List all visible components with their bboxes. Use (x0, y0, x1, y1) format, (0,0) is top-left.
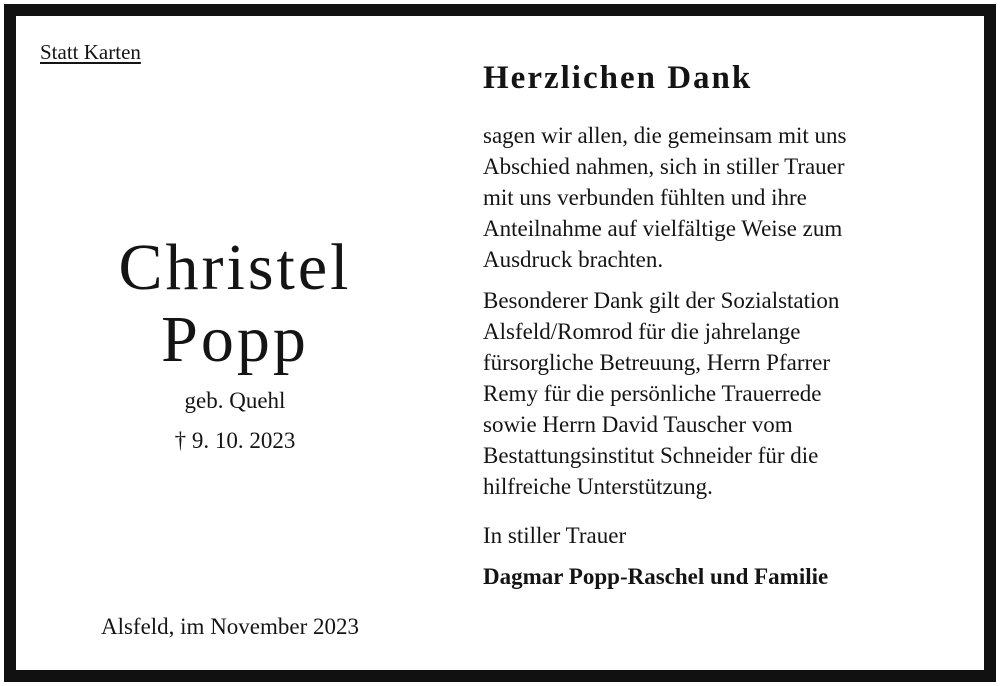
thanks-paragraph-1: sagen wir allen, die gemeinsam mit uns Abschied nahmen, sich in stiller Trauer mit uns verbunden fühlten und ihre Anteilnahme auf vielfältige Weise zum Ausdruck brachten. (483, 123, 847, 272)
signature: Dagmar Popp-Raschel und Familie (483, 564, 829, 589)
maiden-name: geb. Quehl (184, 388, 286, 413)
statt-karten-label: Statt Karten (40, 40, 141, 64)
thanks-paragraph-2: Besonderer Dank gilt der Sozialstation Alsfeld/Romrod für die jahrelange fürsorgliche Betreuung, Herrn Pfarrer Remy für die persönliche Trauerrede sowie Herrn David Tauscher vom Bestattungsinstitut Schneider für die hilfreiche Unterstützung. (483, 288, 840, 499)
last-name: Popp (161, 303, 309, 376)
thanks-heading: Herzlichen Dank (483, 60, 753, 96)
first-name: Christel (118, 231, 352, 304)
place-date: Alsfeld, im November 2023 (100, 614, 360, 639)
closing-line: In stiller Trauer (483, 523, 627, 548)
deceased-block (60, 232, 410, 456)
death-date: † 9. 10. 2023 (174, 428, 296, 453)
thanks-block (483, 58, 953, 592)
